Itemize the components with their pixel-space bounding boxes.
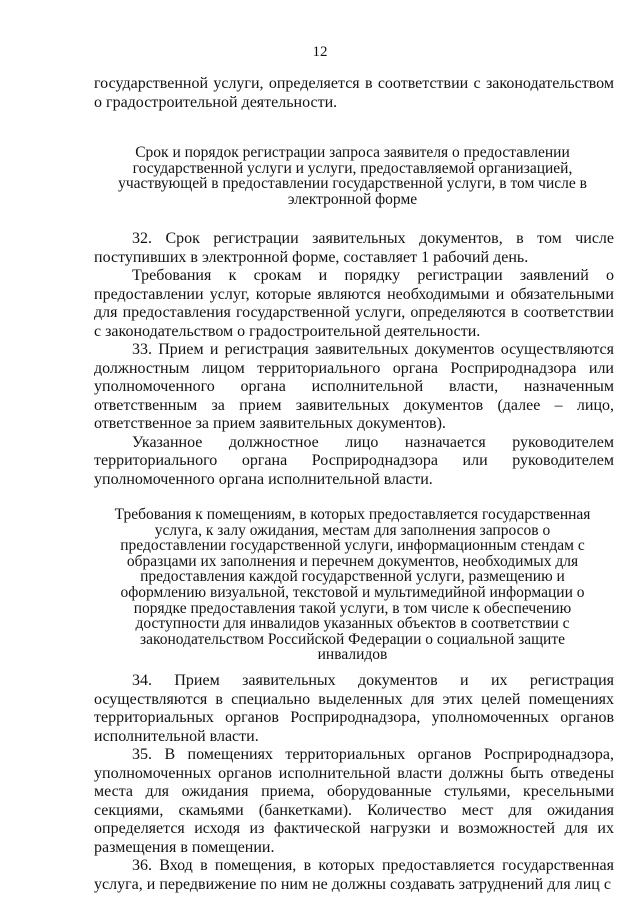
section-heading-premises: Требования к помещениям, в которых предоставляется государственная услуга, к залу ожидания, местам для заполнения запросов о предоставлении государственной услуги, информационным стендам с образцами их заполнения и перечнем документов, необходимых для предоставления каждой государственной услуги, размещению и оформлению визуальной, текстовой и мультимедийной информации о порядке предоставления такой услуги, в том числе к обеспечению доступности для инвалидов указанных объектов в соответствии с законодательством Российской Федерации о социальной защите инвалидов xyxy=(114,506,591,664)
intro-block xyxy=(94,75,614,112)
paragraph-33: 33. Прием и регистрация заявительных документов осуществляются должностным лицом территориального органа Росприроднадзора или уполномоченного органа исполнительной власти, назначенным ответственным за прием заявительных документов (далее – лицо, ответственное за прием заявительных документов). xyxy=(94,341,614,432)
paragraph-35: 35. В помещениях территориальных органов Росприроднадзора, уполномоченных органов исполнительной власти должны быть отведены места для ожидания приема, оборудованные стульями, кресельными секциями, скамьями (банкетками). Количество мест для ожидания определяется исходя из фактической нагрузки и возможностей для их размещения в помещении. xyxy=(94,746,614,856)
section-heading-registration: Срок и порядок регистрации запроса заявителя о предоставлении государственной услуги и услуги, предоставляемой организацией, участвующей в предоставлении государственной услуги, в том числе в электронной форме xyxy=(118,144,587,208)
paragraph-33-responsible: Указанное должностное лицо назначается руководителем территориального органа Росприроднадзора или руководителем уполномоченного органа исполнительной власти. xyxy=(94,433,614,488)
paragraph-34: 34. Прием заявительных документов и их регистрация осуществляются в специально выделенных для этих целей помещениях территориальных органов Росприроднадзора, уполномоченных органов исполнительной власти. xyxy=(94,672,614,745)
page-number: 12 xyxy=(312,44,328,60)
paragraph-32-requirements: Требования к срокам и порядку регистрации заявлений о предоставлении услуг, которые являются необходимыми и обязательными для предоставления государственной услуги, определяются в соответствии с законодательством о градостроительной деятельности. xyxy=(94,267,614,340)
registration-block xyxy=(94,230,614,489)
paragraph-intro: государственной услуги, определяется в соответствии с законодательством о градостроительной деятельности. xyxy=(94,75,614,111)
premises-block xyxy=(94,672,614,894)
paragraph-36: 36. Вход в помещения, в которых предоставляется государственная услуга, и передвижение по ним не должны создавать затруднений для лиц с xyxy=(94,857,614,893)
paragraph-32: 32. Срок регистрации заявительных документов, в том числе поступивших в электронной форме, составляет 1 рабочий день. xyxy=(94,230,614,266)
